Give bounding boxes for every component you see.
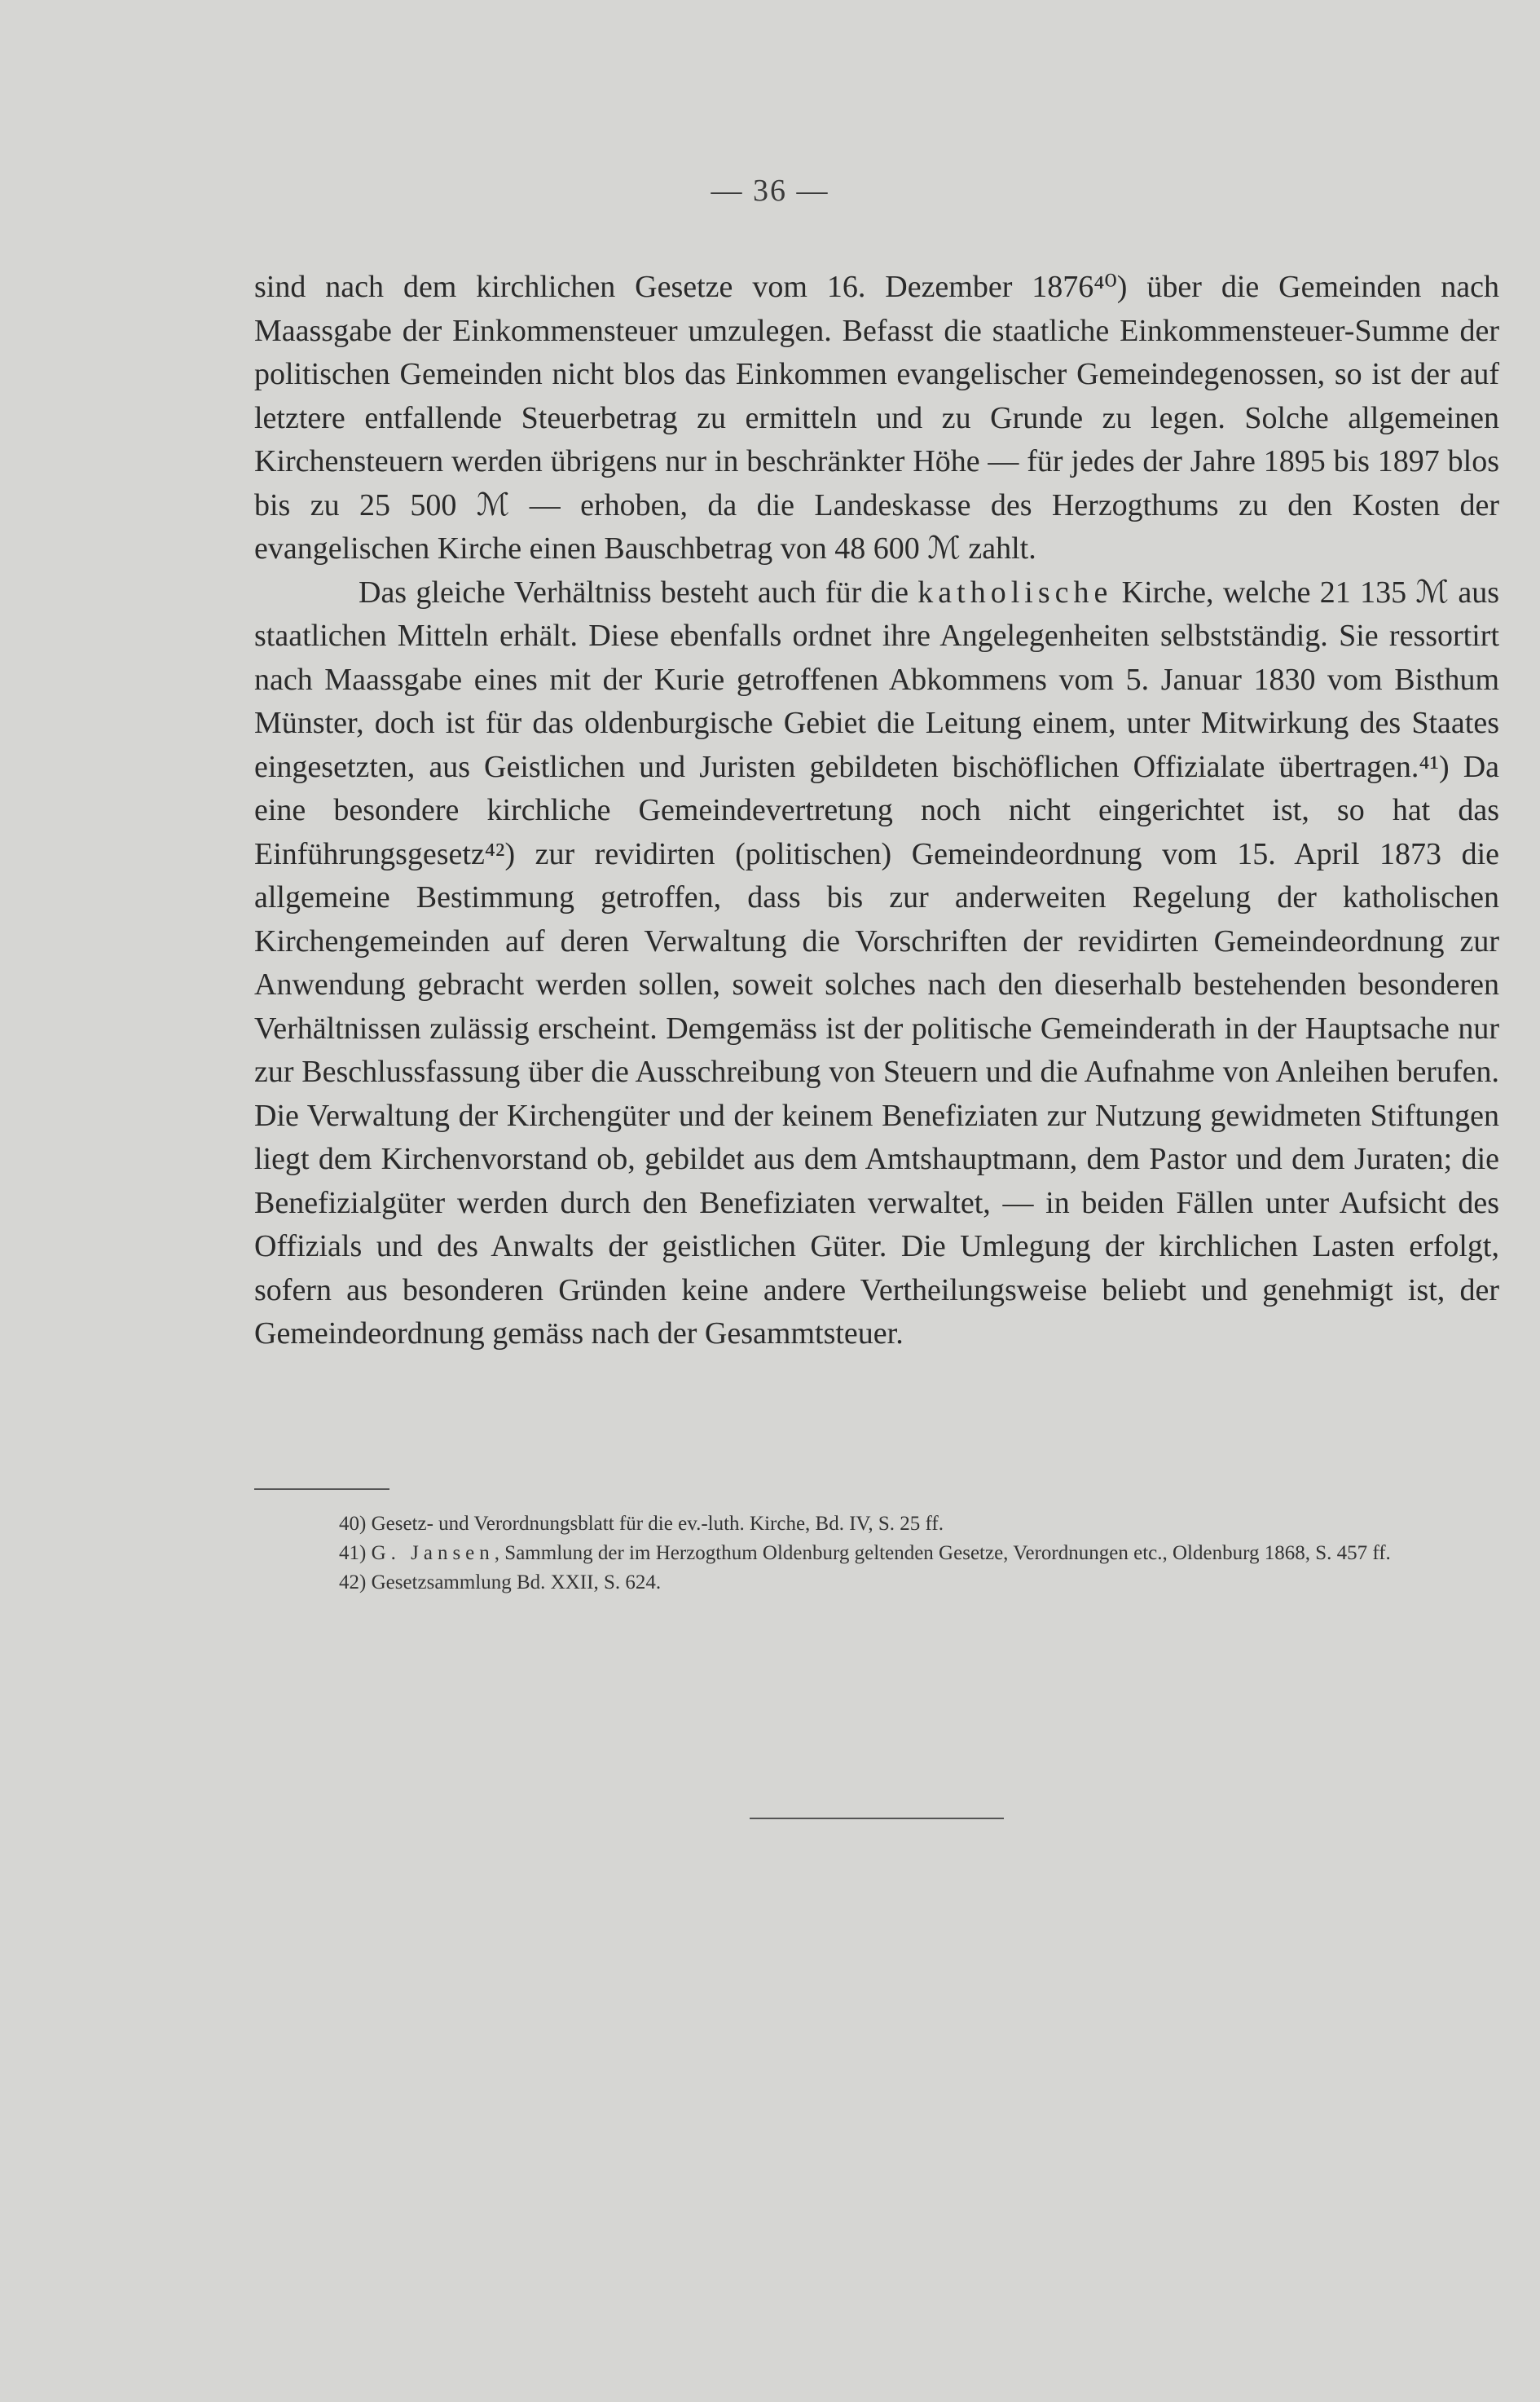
footnote-40: 40) Gesetz- und Verordnungsblatt für die ev.-luth. Kirche, Bd. IV, S. 25 ff. xyxy=(339,1513,944,1535)
footnote-42: 42) Gesetzsammlung Bd. XXII, S. 624. xyxy=(339,1571,662,1593)
emphasized-word: katholische xyxy=(917,575,1113,610)
body-text xyxy=(254,266,1499,1356)
footnote-41-mark: 41) xyxy=(339,1542,372,1564)
footnote-41 xyxy=(254,1539,1499,1568)
paragraph-2-start: Das gleiche Verhältniss besteht auch für die xyxy=(359,575,918,610)
paragraph-2 xyxy=(254,571,1499,1356)
footnote-41-author: G. Jansen xyxy=(371,1542,495,1564)
footnote-41-text: , Sammlung der im Herzogthum Oldenburg geltenden Gesetze, Verordnungen etc., Oldenburg 1868, S. 457 ff. xyxy=(494,1542,1391,1564)
end-rule xyxy=(750,1818,1004,1819)
paragraph-2-rest: Kirche, welche 21 135 ℳ aus staatlichen Mitteln erhält. Diese ebenfalls ordnet ihre Angelegenheiten selbstständig. Sie ressortirt nach Maassgabe eines mit der Kurie getroffenen Abkommens vom 5. Januar 1830 vom Bisthum Münster, doch ist für das oldenburgische Gebiet die Leitung einem, unter Mitwirkung des Staates eingesetzten, aus Geistlichen und Juristen gebildeten bischöflichen Offizialate übertragen.⁴¹) Da eine besondere kirchliche Gemeindevertretung noch nicht eingerichtet ist, so hat das Einführungsgesetz⁴²) zur revidirten (politischen) Gemeindeordnung vom 15. April 1873 die allgemeine Bestimmung getroffen, dass bis zur anderweiten Regelung der katholischen Kirchengemeinden auf deren Verwaltung die Vorschriften der revidirten Gemeindeordnung zur Anwendung gebracht werden sollen, soweit solches nach den dieserhalb bestehenden besonderen Verhältnissen zulässig erscheint. Demgemäss ist der politische Gemeinderath in der Hauptsache nur zur Beschlussfassung über die Ausschreibung von Steuern und die Aufnahme von Anleihen berufen. Die Verwaltung der Kirchengüter und der keinem Benefiziaten zur Nutzung gewidmeten Stiftungen liegt dem Kirchenvorstand ob, gebildet aus dem Amtshauptmann, dem Pastor und dem Juraten; die Benefizialgüter werden durch den Benefiziaten verwaltet, — in beiden Fällen unter Aufsicht des Offizials und des Anwalts der geistlichen Güter. Die Umlegung der kirchlichen Lasten erfolgt, sofern aus besonderen Gründen keine andere Vertheilungsweise beliebt und genehmigt ist, der Gemeindeordnung gemäss nach der Gesammtsteuer. xyxy=(254,575,1499,1351)
footnote-rule xyxy=(254,1488,389,1490)
footnotes xyxy=(254,1510,1499,1598)
paragraph-1: sind nach dem kirchlichen Gesetze vom 16. Dezember 1876⁴⁰) über die Gemeinden nach Maassgabe der Einkommensteuer umzulegen. Befasst die staatliche Einkommensteuer-Summe der politischen Gemeinden nicht blos das Einkommen evangelischer Gemeindegenossen, so ist der auf letztere entfallende Steuerbetrag zu ermitteln und zu Grunde zu legen. Solche allgemeinen Kirchensteuern werden übrigens nur in beschränkter Höhe — für jedes der Jahre 1895 bis 1897 blos bis zu 25 500 ℳ — erhoben, da die Landeskasse des Herzogthums zu den Kosten der evangelischen Kirche einen Bauschbetrag von 48 600 ℳ zahlt. xyxy=(254,270,1499,566)
page-number: — 36 — xyxy=(711,174,829,208)
